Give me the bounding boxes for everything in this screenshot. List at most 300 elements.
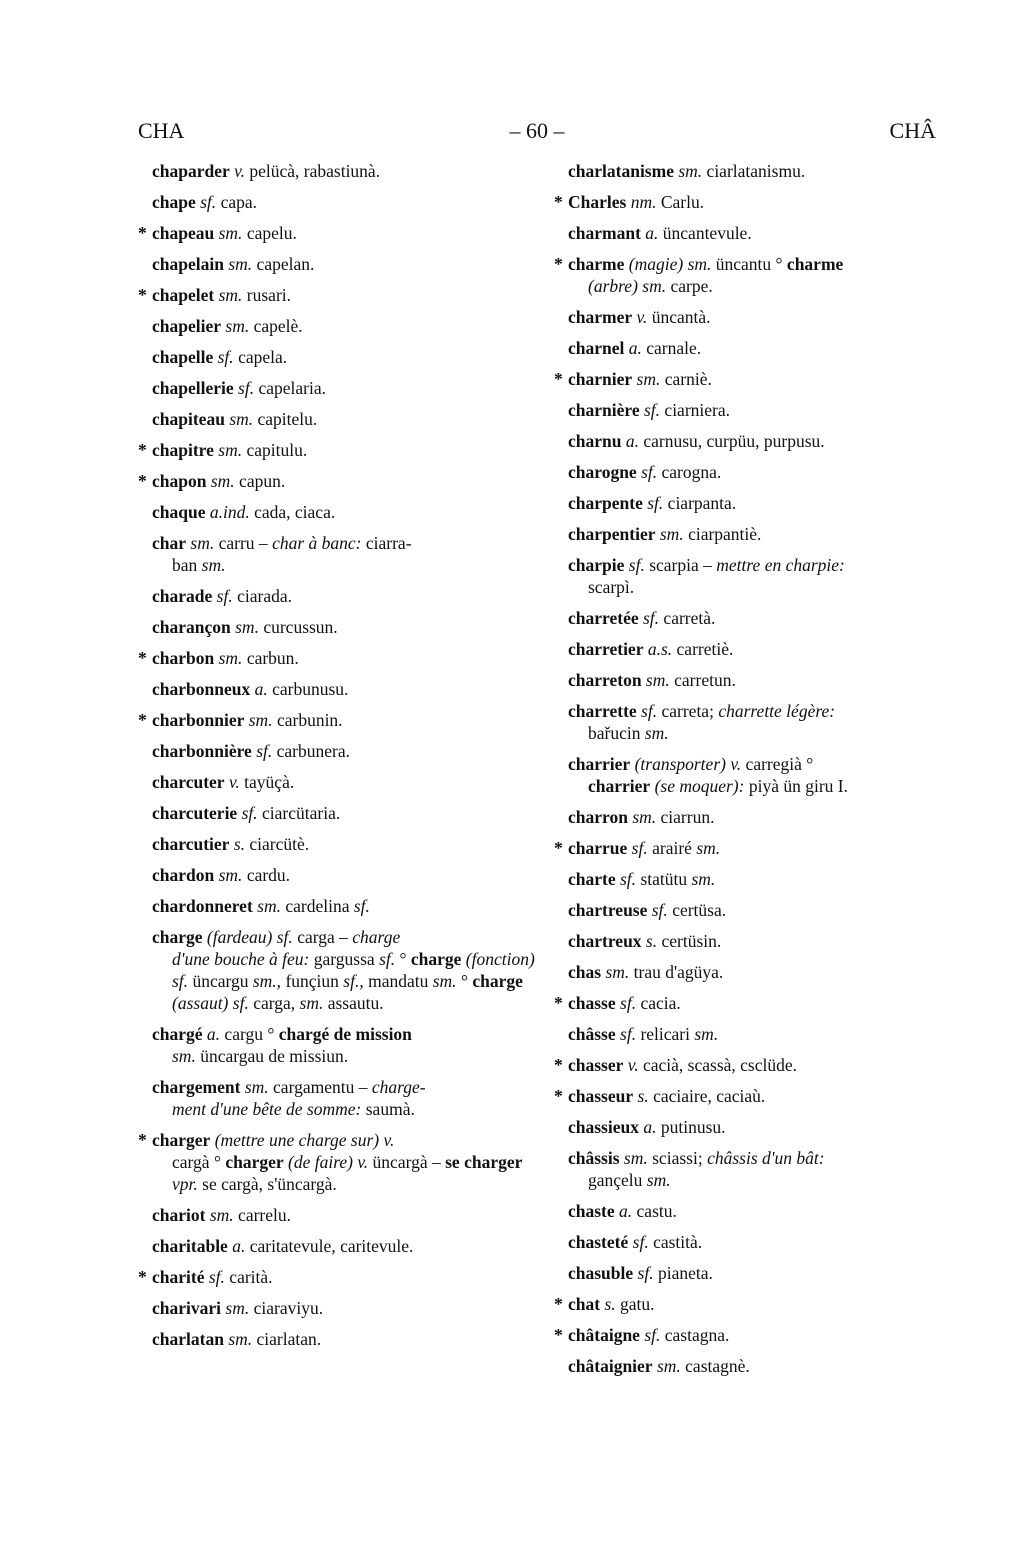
- definition-text: mandatu: [363, 971, 433, 991]
- definition-text: °: [395, 949, 411, 969]
- grammar-label: sm.: [235, 617, 259, 637]
- grammar-label: sm.,: [252, 971, 282, 991]
- definition-text: cacià, scassà, csclüde.: [638, 1055, 798, 1075]
- definition-text: cardelina: [280, 896, 354, 916]
- asterisk-marker: *: [138, 440, 147, 460]
- asterisk-marker: *: [554, 1055, 563, 1075]
- grammar-label: a.: [254, 679, 268, 699]
- headword: chapelier: [152, 316, 222, 336]
- headword: charbonnier: [152, 710, 245, 730]
- definition-text: curcussun.: [258, 617, 338, 637]
- grammar-label: sf.: [216, 586, 233, 606]
- grammar-label: sm.: [646, 1170, 671, 1190]
- asterisk-marker: *: [554, 1294, 563, 1314]
- dictionary-entry: [138, 647, 540, 669]
- italic-phrase: (magie): [628, 254, 684, 274]
- headword: charretier: [568, 639, 644, 659]
- definition-text: üncantevule.: [658, 223, 752, 243]
- italic-phrase: charge: [352, 927, 401, 947]
- grammar-label: v.: [627, 1055, 639, 1075]
- definition-text: ciarrun.: [656, 807, 715, 827]
- definition-text: ciarpantiè.: [683, 524, 762, 544]
- grammar-label: sf.: [644, 1325, 661, 1345]
- grammar-label: vpr.: [172, 1174, 198, 1194]
- grammar-label: sf.: [628, 555, 645, 575]
- grammar-label: a.: [628, 338, 642, 358]
- definition-text: castità.: [648, 1232, 703, 1252]
- dictionary-entry: [138, 439, 540, 461]
- headword: chapiteau: [152, 409, 225, 429]
- dictionary-entry: [568, 492, 968, 514]
- definition-text: carbunera.: [272, 741, 350, 761]
- headword: charrier: [588, 776, 651, 796]
- definition-text: carbun.: [242, 648, 299, 668]
- definition-text: piyà ün giru I.: [744, 776, 848, 796]
- definition-text: ciaraviyu.: [249, 1298, 324, 1318]
- asterisk-marker: *: [554, 1325, 563, 1345]
- grammar-label: sf.,: [343, 971, 364, 991]
- entry-continuation: [152, 948, 540, 1014]
- italic-phrase: d'une bouche à feu:: [172, 949, 310, 969]
- headword: charpentier: [568, 524, 656, 544]
- definition-text: carga –: [292, 927, 353, 947]
- definition-text: arairé: [647, 838, 697, 858]
- headword: chasser: [568, 1055, 624, 1075]
- headword: charge: [410, 949, 462, 969]
- headword: chaparder: [152, 161, 230, 181]
- definition-text: saumà.: [361, 1099, 415, 1119]
- grammar-label: sm.: [244, 1077, 269, 1097]
- grammar-label: sf.: [620, 869, 637, 889]
- grammar-label: sm.: [623, 1148, 648, 1168]
- headword: charrue: [568, 838, 628, 858]
- headword: chargé: [152, 1024, 203, 1044]
- dictionary-entry: [152, 1023, 540, 1067]
- dictionary-entry: [568, 1023, 968, 1045]
- dictionary-entry: [568, 399, 968, 421]
- definition-text: capelè.: [249, 316, 303, 336]
- headword: charnu: [568, 431, 622, 451]
- grammar-label: sf.: [651, 900, 668, 920]
- headword: chapelet: [152, 285, 215, 305]
- definition-text: cada, ciaca.: [249, 502, 336, 522]
- headword: chas: [568, 962, 602, 982]
- grammar-label: a.: [232, 1236, 246, 1256]
- headword: chargé de mission: [278, 1024, 412, 1044]
- headword: charge: [472, 971, 523, 991]
- headword: charmer: [568, 307, 633, 327]
- headword: charme: [786, 254, 844, 274]
- definition-text: üncargà –: [368, 1152, 446, 1172]
- grammar-label: sm.: [229, 409, 254, 429]
- headword: charnière: [568, 400, 640, 420]
- definition-text: carretiè.: [672, 639, 734, 659]
- italic-phrase: charge-: [371, 1077, 426, 1097]
- dictionary-entry: [568, 930, 968, 952]
- page-header: [138, 118, 936, 148]
- headword: charrette: [568, 701, 637, 721]
- headword: charpie: [568, 555, 625, 575]
- headword: chargement: [152, 1077, 241, 1097]
- grammar-label: sf.: [172, 971, 189, 991]
- grammar-label: sf.: [238, 378, 255, 398]
- headword: charger: [152, 1130, 211, 1150]
- dictionary-entry: [152, 864, 540, 886]
- italic-phrase: (se moquer):: [654, 776, 745, 796]
- definition-text: pianeta.: [653, 1263, 713, 1283]
- dictionary-entry: [152, 1297, 540, 1319]
- headword: charbonneux: [152, 679, 251, 699]
- headword: châssis: [568, 1148, 620, 1168]
- grammar-label: sm.: [257, 896, 281, 916]
- grammar-label: sm.: [645, 670, 670, 690]
- right-column: [554, 160, 968, 1386]
- italic-phrase: (fardeau): [206, 927, 273, 947]
- dictionary-entry: [568, 1116, 968, 1138]
- definition-text: üncargau de missiun.: [195, 1046, 349, 1066]
- dictionary-entry: [568, 1355, 968, 1377]
- headword: châsse: [568, 1024, 616, 1044]
- headword: char: [152, 533, 187, 553]
- grammar-label: sm.: [218, 440, 243, 460]
- dictionary-entry: [152, 253, 540, 275]
- grammar-label: sm.: [248, 710, 273, 730]
- definition-text: capelaria.: [254, 378, 326, 398]
- definition-text: capa.: [216, 192, 257, 212]
- definition-text: ciarcütaria.: [257, 803, 341, 823]
- definition-text: carga,: [248, 993, 300, 1013]
- headword: charcuter: [152, 772, 225, 792]
- dictionary-entry: [152, 585, 540, 607]
- grammar-label: v.: [636, 307, 648, 327]
- grammar-label: nm.: [630, 192, 657, 212]
- definition-text: capelu.: [242, 223, 297, 243]
- asterisk-marker: *: [138, 1267, 147, 1287]
- running-head-right: CHÂ: [889, 118, 936, 143]
- definition-text: carpe.: [666, 276, 713, 296]
- definition-text: carogna.: [657, 462, 722, 482]
- dictionary-entry: [152, 532, 540, 576]
- headword: chasseur: [568, 1086, 634, 1106]
- definition-text: carreta;: [657, 701, 719, 721]
- dictionary-entry: [568, 430, 968, 452]
- headword: chardon: [152, 865, 215, 885]
- grammar-label: sf.: [353, 896, 370, 916]
- dictionary-entry: [568, 1231, 968, 1253]
- dictionary-entry: [554, 368, 968, 390]
- definition-text: ciarlatanismu.: [702, 161, 806, 181]
- headword: chaque: [152, 502, 206, 522]
- definition-text: carrelu.: [233, 1205, 291, 1225]
- grammar-label: sf.: [232, 993, 249, 1013]
- headword: charcuterie: [152, 803, 238, 823]
- dictionary-entry: [554, 1085, 968, 1107]
- definition-text: cargà °: [172, 1152, 226, 1172]
- grammar-label: sm.: [210, 471, 235, 491]
- definition-text: üncantu °: [711, 254, 787, 274]
- definition-text: gançelu: [588, 1170, 647, 1190]
- grammar-label: v.: [234, 161, 245, 181]
- italic-phrase: charrette légère:: [718, 701, 836, 721]
- headword: charbon: [152, 648, 215, 668]
- dictionary-entry: [152, 740, 540, 762]
- asterisk-marker: *: [554, 838, 563, 858]
- italic-phrase: (de faire): [288, 1152, 353, 1172]
- grammar-label: sm.: [218, 223, 243, 243]
- headword: chat: [568, 1294, 601, 1314]
- dictionary-entry: [554, 1054, 968, 1076]
- grammar-label: sm.: [172, 1046, 196, 1066]
- italic-phrase: mettre en charpie:: [716, 555, 845, 575]
- grammar-label: sm.: [694, 1024, 719, 1044]
- headword: chapitre: [152, 440, 214, 460]
- definition-text: carru –: [214, 533, 273, 553]
- definition-text: üncargu: [188, 971, 253, 991]
- italic-phrase: (assaut): [172, 993, 229, 1013]
- dictionary-entry: [554, 1324, 968, 1346]
- dictionary-entry: [568, 1200, 968, 1222]
- grammar-label: s.: [645, 931, 658, 951]
- headword: charnel: [568, 338, 625, 358]
- headword: se charger: [445, 1152, 523, 1172]
- grammar-label: s.: [233, 834, 245, 854]
- dictionary-entry: [568, 523, 968, 545]
- grammar-label: sf.: [641, 701, 658, 721]
- definition-text: carniè.: [660, 369, 712, 389]
- dictionary-entry: [152, 160, 540, 182]
- grammar-label: sm.: [678, 161, 703, 181]
- dictionary-entry: [152, 408, 540, 430]
- grammar-label: sm.: [299, 993, 324, 1013]
- headword: charron: [568, 807, 628, 827]
- grammar-label: sf.: [641, 462, 658, 482]
- grammar-label: sm.: [605, 962, 630, 982]
- definition-text: statütu: [636, 869, 692, 889]
- definition-text: gatu.: [615, 1294, 655, 1314]
- headword: chapelle: [152, 347, 214, 367]
- dictionary-entry: [152, 678, 540, 700]
- headword: charançon: [152, 617, 231, 637]
- grammar-label: sm.: [218, 285, 243, 305]
- entry-continuation: [568, 1169, 968, 1191]
- definition-text: scarpia –: [644, 555, 717, 575]
- dictionary-entry: [138, 1266, 540, 1288]
- headword: charivari: [152, 1298, 222, 1318]
- grammar-label: sm.: [190, 533, 215, 553]
- entry-continuation: [568, 722, 968, 744]
- italic-phrase: ment d'une bête de somme:: [172, 1099, 362, 1119]
- grammar-label: a.ind.: [209, 502, 250, 522]
- definition-text: se cargà, s'üncargà.: [197, 1174, 337, 1194]
- grammar-label: sf.: [276, 927, 293, 947]
- headword: châtaignier: [568, 1356, 653, 1376]
- asterisk-marker: *: [554, 993, 563, 1013]
- definition-text: certüsa.: [667, 900, 727, 920]
- headword: charlatanisme: [568, 161, 674, 181]
- dictionary-entry: [568, 306, 968, 328]
- definition-text: ciarpanta.: [663, 493, 737, 513]
- headword: charmant: [568, 223, 641, 243]
- page-number: – 60 –: [509, 118, 565, 143]
- definition-text: carretà.: [659, 608, 716, 628]
- grammar-label: sm.: [218, 648, 243, 668]
- definition-text: caciaire, caciaù.: [648, 1086, 766, 1106]
- definition-text: Carlu.: [656, 192, 705, 212]
- dictionary-entry: [152, 346, 540, 368]
- asterisk-marker: *: [554, 254, 563, 274]
- grammar-label: sf.: [241, 803, 258, 823]
- dictionary-entry: [568, 806, 968, 828]
- headword: charbonnière: [152, 741, 252, 761]
- headword: charreton: [568, 670, 642, 690]
- dictionary-entry: [568, 160, 968, 182]
- italic-phrase: (transporter): [634, 754, 726, 774]
- grammar-label: sm.: [228, 1329, 253, 1349]
- headword: charpente: [568, 493, 643, 513]
- asterisk-marker: *: [138, 471, 147, 491]
- dictionary-entry: [568, 753, 968, 797]
- asterisk-marker: *: [138, 710, 147, 730]
- definition-text: putinusu.: [656, 1117, 726, 1137]
- asterisk-marker: *: [554, 369, 563, 389]
- grammar-label: sm.: [642, 276, 667, 296]
- grammar-label: sf.: [642, 608, 660, 628]
- dictionary-entry: [554, 253, 968, 297]
- headword: charretée: [568, 608, 639, 628]
- grammar-label: sm.: [636, 369, 661, 389]
- entry-continuation: [568, 775, 968, 797]
- definition-text: relicari: [636, 1024, 695, 1044]
- dictionary-entry: [152, 802, 540, 824]
- grammar-label: sf.: [208, 1267, 225, 1287]
- definition-text: capitelu.: [253, 409, 318, 429]
- dictionary-entry: [554, 1293, 968, 1315]
- definition-text: carità.: [224, 1267, 273, 1287]
- grammar-label: sf.: [200, 192, 217, 212]
- headword: chasuble: [568, 1263, 634, 1283]
- grammar-label: sf.: [631, 838, 648, 858]
- grammar-label: sf.: [637, 1263, 654, 1283]
- definition-text: carregià °: [741, 754, 814, 774]
- headword: chaste: [568, 1201, 615, 1221]
- grammar-label: sm.: [696, 838, 721, 858]
- grammar-label: sf.: [643, 400, 661, 420]
- headword: charade: [152, 586, 213, 606]
- definition-text: üncantà.: [647, 307, 711, 327]
- headword: charogne: [568, 462, 637, 482]
- asterisk-marker: *: [554, 1086, 563, 1106]
- dictionary-entry: [568, 1147, 968, 1191]
- headword: chapelain: [152, 254, 224, 274]
- grammar-label: sm.: [432, 971, 457, 991]
- definition-text: capelan.: [252, 254, 315, 274]
- dictionary-entry: [568, 1262, 968, 1284]
- dictionary-entry: [568, 961, 968, 983]
- asterisk-marker: *: [554, 192, 563, 212]
- dictionary-entry: [568, 638, 968, 660]
- asterisk-marker: *: [138, 1130, 147, 1150]
- dictionary-entry: [568, 461, 968, 483]
- dictionary-entry: [152, 501, 540, 523]
- dictionary-entry: [152, 377, 540, 399]
- dictionary-entry: [152, 1235, 540, 1257]
- dictionary-entry: [152, 616, 540, 638]
- definition-text: caritatevule, caritevule.: [245, 1236, 414, 1256]
- definition-text: trau d'agüya.: [629, 962, 724, 982]
- headword: chapon: [152, 471, 207, 491]
- grammar-label: a.: [645, 223, 659, 243]
- definition-text: castagna.: [660, 1325, 730, 1345]
- headword: charge: [152, 927, 203, 947]
- definition-text: cargu °: [220, 1024, 279, 1044]
- dictionary-entry: [138, 284, 540, 306]
- grammar-label: sm.: [632, 807, 657, 827]
- definition-text: cacia.: [636, 993, 681, 1013]
- definition-text: cargamentu –: [268, 1077, 372, 1097]
- dictionary-entry: [152, 895, 540, 917]
- grammar-label: sm.: [687, 254, 712, 274]
- grammar-label: sf.: [620, 993, 637, 1013]
- grammar-label: sf.: [217, 347, 234, 367]
- entry-continuation: [568, 576, 968, 598]
- grammar-label: sm.: [644, 723, 669, 743]
- dictionary-entry: [554, 992, 968, 1014]
- asterisk-marker: *: [138, 223, 147, 243]
- headword: chape: [152, 192, 196, 212]
- definition-text: ban: [172, 555, 202, 575]
- headword: chartreux: [568, 931, 642, 951]
- dictionary-entry: [138, 222, 540, 244]
- headword: chardonneret: [152, 896, 253, 916]
- headword: charte: [568, 869, 616, 889]
- headword: Charles: [568, 192, 627, 212]
- definition-text: carnale.: [641, 338, 702, 358]
- definition-text: ciarcütè.: [245, 834, 310, 854]
- entry-continuation: [152, 1151, 540, 1195]
- definition-text: ciarniera.: [660, 400, 730, 420]
- dictionary-entry: [568, 607, 968, 629]
- entry-continuation: [152, 1045, 540, 1067]
- grammar-label: a.: [625, 431, 639, 451]
- definition-text: pelücà, rabastiunà.: [245, 161, 381, 181]
- grammar-label: sm.: [209, 1205, 234, 1225]
- grammar-label: a.s.: [647, 639, 673, 659]
- definition-text: castu.: [632, 1201, 677, 1221]
- dictionary-entry: [138, 709, 540, 731]
- dictionary-entry: [568, 899, 968, 921]
- italic-phrase: (fonction): [465, 949, 535, 969]
- grammar-label: sf.: [256, 741, 273, 761]
- definition-text: certüsin.: [657, 931, 722, 951]
- grammar-label: a.: [619, 1201, 633, 1221]
- dictionary-entry: [138, 470, 540, 492]
- dictionary-entry: [138, 1129, 540, 1195]
- grammar-label: sf.: [632, 1232, 649, 1252]
- headword: chariot: [152, 1205, 206, 1225]
- definition-text: carnusu, curpüu, purpusu.: [638, 431, 825, 451]
- definition-text: ciarada.: [232, 586, 292, 606]
- definition-text: capela.: [233, 347, 288, 367]
- definition-text: castagnè.: [680, 1356, 750, 1376]
- headword: chasse: [568, 993, 616, 1013]
- entry-continuation: [152, 1098, 540, 1120]
- grammar-label: s.: [604, 1294, 616, 1314]
- definition-text: tayüçà.: [239, 772, 295, 792]
- dictionary-entry: [568, 337, 968, 359]
- headword: charcutier: [152, 834, 230, 854]
- headword: chapellerie: [152, 378, 234, 398]
- dictionary-entry: [152, 1076, 540, 1120]
